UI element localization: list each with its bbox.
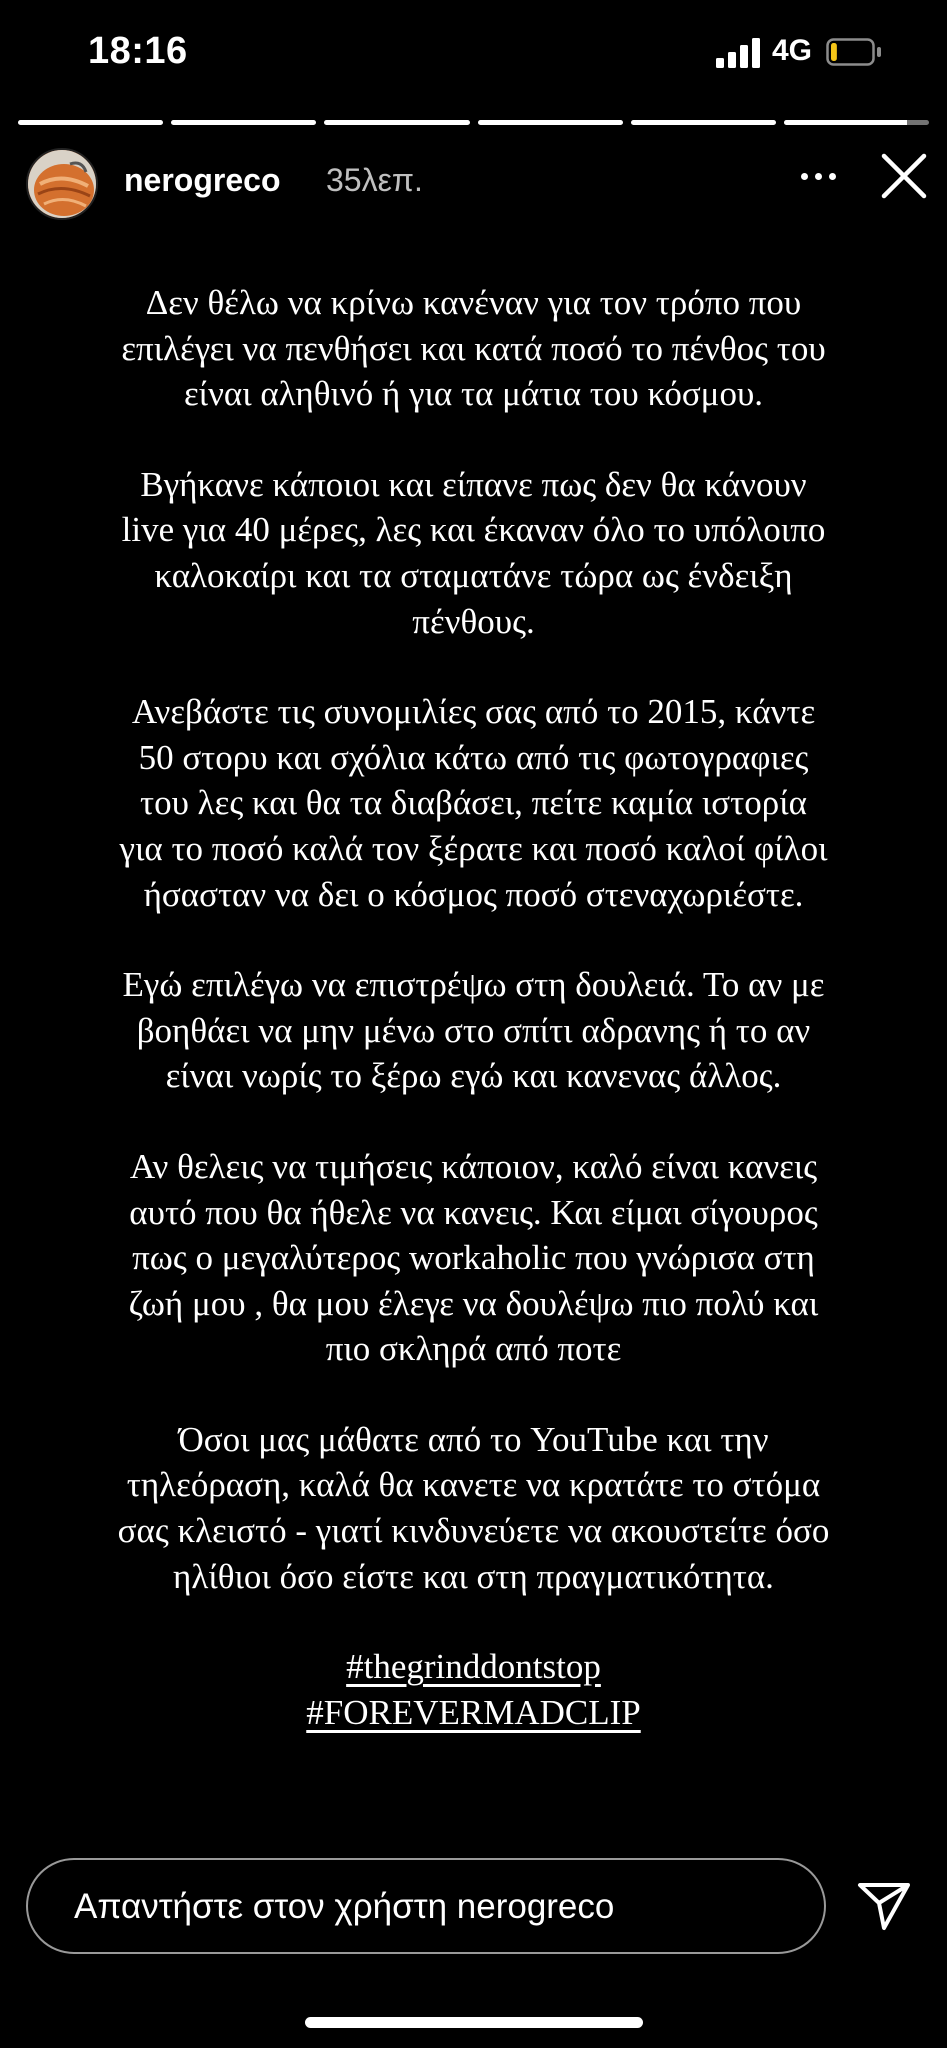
- more-icon[interactable]: [794, 156, 842, 196]
- close-icon[interactable]: [880, 152, 928, 200]
- status-time: 18:16: [88, 30, 188, 72]
- avatar[interactable]: [26, 148, 98, 220]
- progress-segment: [478, 120, 623, 125]
- username[interactable]: nerogreco: [124, 162, 281, 198]
- more-dot: [801, 173, 808, 180]
- story-paragraph: Δεν θέλω να κρίνω κανέναν για τον τρόπο που επιλέγει να πενθήσει και κατά ποσό το πένθος του είναι αληθινό ή για τα μάτια του κόσμου.: [121, 283, 826, 414]
- signal-icon: [716, 38, 764, 68]
- story-time-ago: 35λεπ.: [326, 162, 423, 198]
- story-header: [0, 148, 947, 216]
- story-paragraph: Ανεβάστε τις συνομιλίες σας από το 2015, κάντε 50 στορυ και σχόλια κάτω από τις φωτογραφιες του λες και θα τα διαβάσει, πείτε καμία ιστορία για το ποσό καλά τον ξέρατε και ποσό καλοί φίλοι ήσασταν να δει ο κόσμος ποσό στεναχωριέστε.: [119, 692, 828, 914]
- story-progress-bar: [18, 120, 929, 126]
- story-paragraph: Αν θελεις να τιμήσεις κάποιον, καλό είναι κανεις αυτό που θα ήθελε να κανεις. Και είμαι σίγουρος πως ο μεγαλύτερος workaholic που γνώρισα στη ζωή μου , θα μου έλεγε να δουλέψω πιο πολύ και πιο σκληρά από ποτε: [128, 1146, 819, 1369]
- more-dot: [829, 173, 836, 180]
- hashtag-link[interactable]: #FOREVERMADCLIP: [306, 1692, 641, 1732]
- avatar-image: [28, 150, 96, 218]
- status-bar: [0, 0, 947, 110]
- send-icon[interactable]: [856, 1880, 912, 1932]
- network-type: 4G: [772, 34, 813, 67]
- story-paragraph: Βγήκανε κάποιοι και είπανε πως δεν θα κάνουν live για 40 μέρες, λες και έκαναν όλο το υπόλοιπο καλοκαίρι και τα σταματάνε τώρα ως ένδειξη πένθους.: [121, 464, 826, 641]
- reply-placeholder: Απαντήστε στον χρήστη nerogreco: [74, 1887, 615, 1926]
- home-indicator[interactable]: [305, 2017, 643, 2028]
- progress-segment: [171, 120, 316, 125]
- progress-segment: [324, 120, 469, 125]
- progress-segment: [18, 120, 163, 125]
- story-paragraph: Εγώ επιλέγω να επιστρέψω στη δουλειά. Το αν με βοηθάει να μην μένω στο σπίτι αδρανης ή το αν είναι νωρίς το ξέρω εγώ και κανενας άλλος.: [122, 965, 825, 1096]
- hashtags: [50, 1644, 897, 1735]
- progress-segment: [631, 120, 776, 125]
- story-text: [50, 280, 897, 1735]
- more-dot: [815, 173, 822, 180]
- reply-input[interactable]: [26, 1858, 826, 1954]
- hashtag-link[interactable]: #thegrinddontstop: [346, 1647, 601, 1687]
- progress-segment: [784, 120, 929, 125]
- battery-icon: [826, 38, 882, 66]
- story-paragraph: Όσοι μας μάθατε από το YouTube και την τηλεόραση, καλά θα κανετε να κρατάτε το στόμα σας κλειστό - γιατί κινδυνεύετε να ακουστείτε όσο ηλίθιοι όσο είστε και στη πραγματικότητα.: [117, 1419, 830, 1596]
